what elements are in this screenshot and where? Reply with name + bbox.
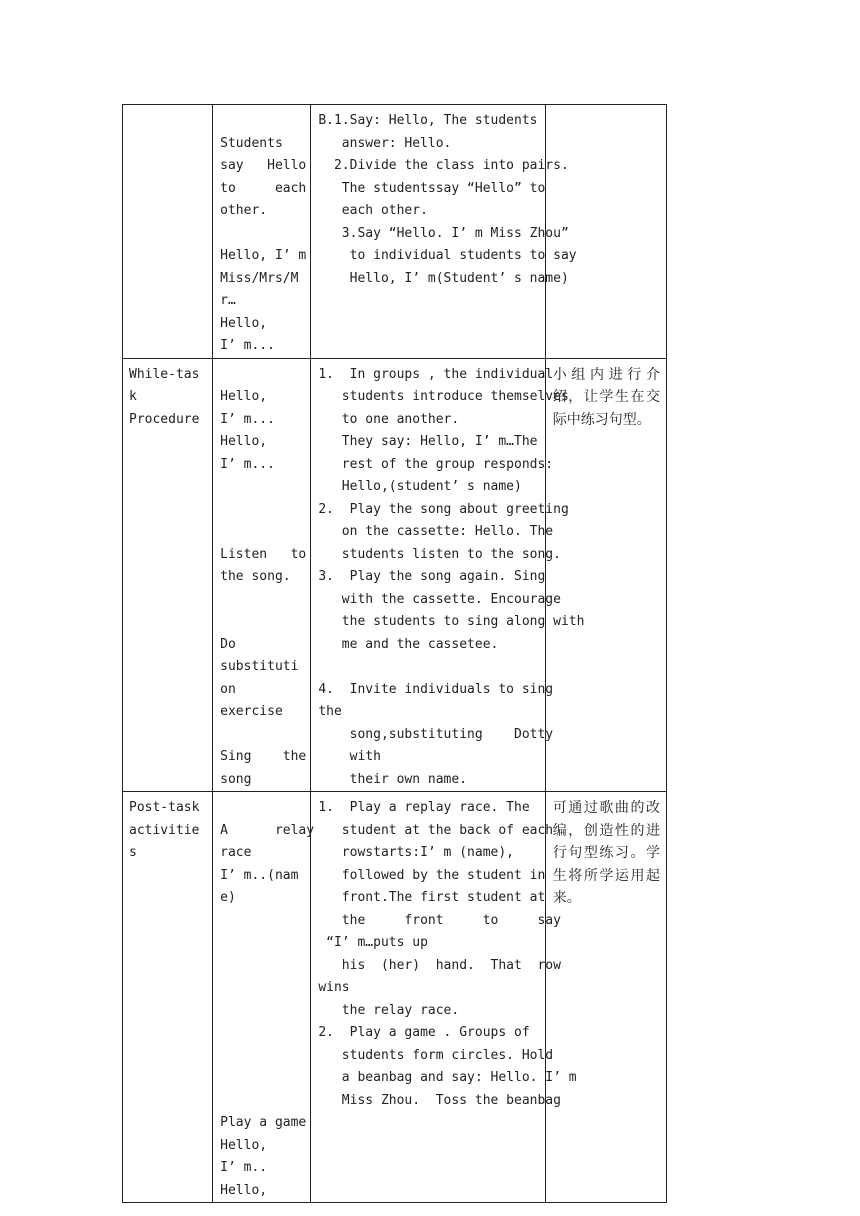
student-activity-text: Hello, I’ m... Hello, I’ m... Listen to the song. Do substituti on exercise Sing the song bbox=[220, 389, 307, 787]
teacher-activity-text: 1. In groups , the individual students introduce themselves to one another. They say: Hello, I’ m…The rest of the group responds: Hello,(student’ s name) 2. Play the song about greeting on the cassette: Hello. The students listen to the song. 3. Play the song again. Sing with the cassette. Encourage the students to sing along with me and the cassetee. 4. Invite individuals to sing the song,substituting Dotty with their own name. bbox=[318, 366, 585, 787]
student-activity-cell bbox=[213, 792, 315, 1203]
stage-text: While-tas k Procedure bbox=[129, 366, 200, 427]
stage-text: Post-task activitie s bbox=[129, 800, 200, 860]
teacher-activity-text: 1. Play a replay race. The student at the back of each rowstarts:I’ m (name), followed by the student in front.The first student at the front to say “I’ m…puts up his (her) hand. That row wins the relay race. 2. Play a game . Groups of students form circles. Hold a beanbag and say: Hello. I’ m Miss Zhou. Toss the beanbag bbox=[318, 800, 577, 1108]
stage-text bbox=[123, 105, 212, 110]
student-activity-cell bbox=[213, 105, 311, 359]
teacher-activity-cell bbox=[311, 358, 585, 792]
teacher-activity-cell bbox=[311, 792, 577, 1203]
stage-cell bbox=[123, 105, 213, 359]
table-row bbox=[123, 792, 667, 1203]
purpose-text bbox=[546, 105, 666, 110]
table-row bbox=[123, 358, 667, 792]
lesson-plan-table bbox=[122, 104, 667, 1203]
purpose-text: 小组内进行介绍，让学生在交际中练习句型。 bbox=[552, 366, 660, 428]
table-row bbox=[123, 105, 667, 359]
purpose-cell bbox=[545, 792, 666, 1203]
purpose-text: 可通过歌曲的改编，创造性的进行句型练习。学生将所学运用起来。 bbox=[552, 800, 660, 906]
teacher-activity-cell bbox=[311, 105, 577, 359]
student-activity-cell bbox=[213, 358, 311, 792]
teacher-activity-text: B.1.Say: Hello, The students answer: Hello. 2.Divide the class into pairs. The studentssay “Hello” to each other. 3.Say “Hello. I’ m Miss Zhou” to individual students to say Hello, I’ m(Student’ s name) bbox=[318, 113, 577, 286]
stage-cell bbox=[123, 358, 213, 792]
purpose-cell bbox=[545, 358, 666, 792]
student-activity-text: A relay race I’ m..(nam e) Play a game Hello, I’ m.. Hello, bbox=[220, 822, 315, 1198]
stage-cell bbox=[123, 792, 213, 1203]
student-activity-text: Students say Hello to each other. Hello, I’ m Miss/Mrs/M r… Hello, I’ m... bbox=[220, 135, 307, 353]
